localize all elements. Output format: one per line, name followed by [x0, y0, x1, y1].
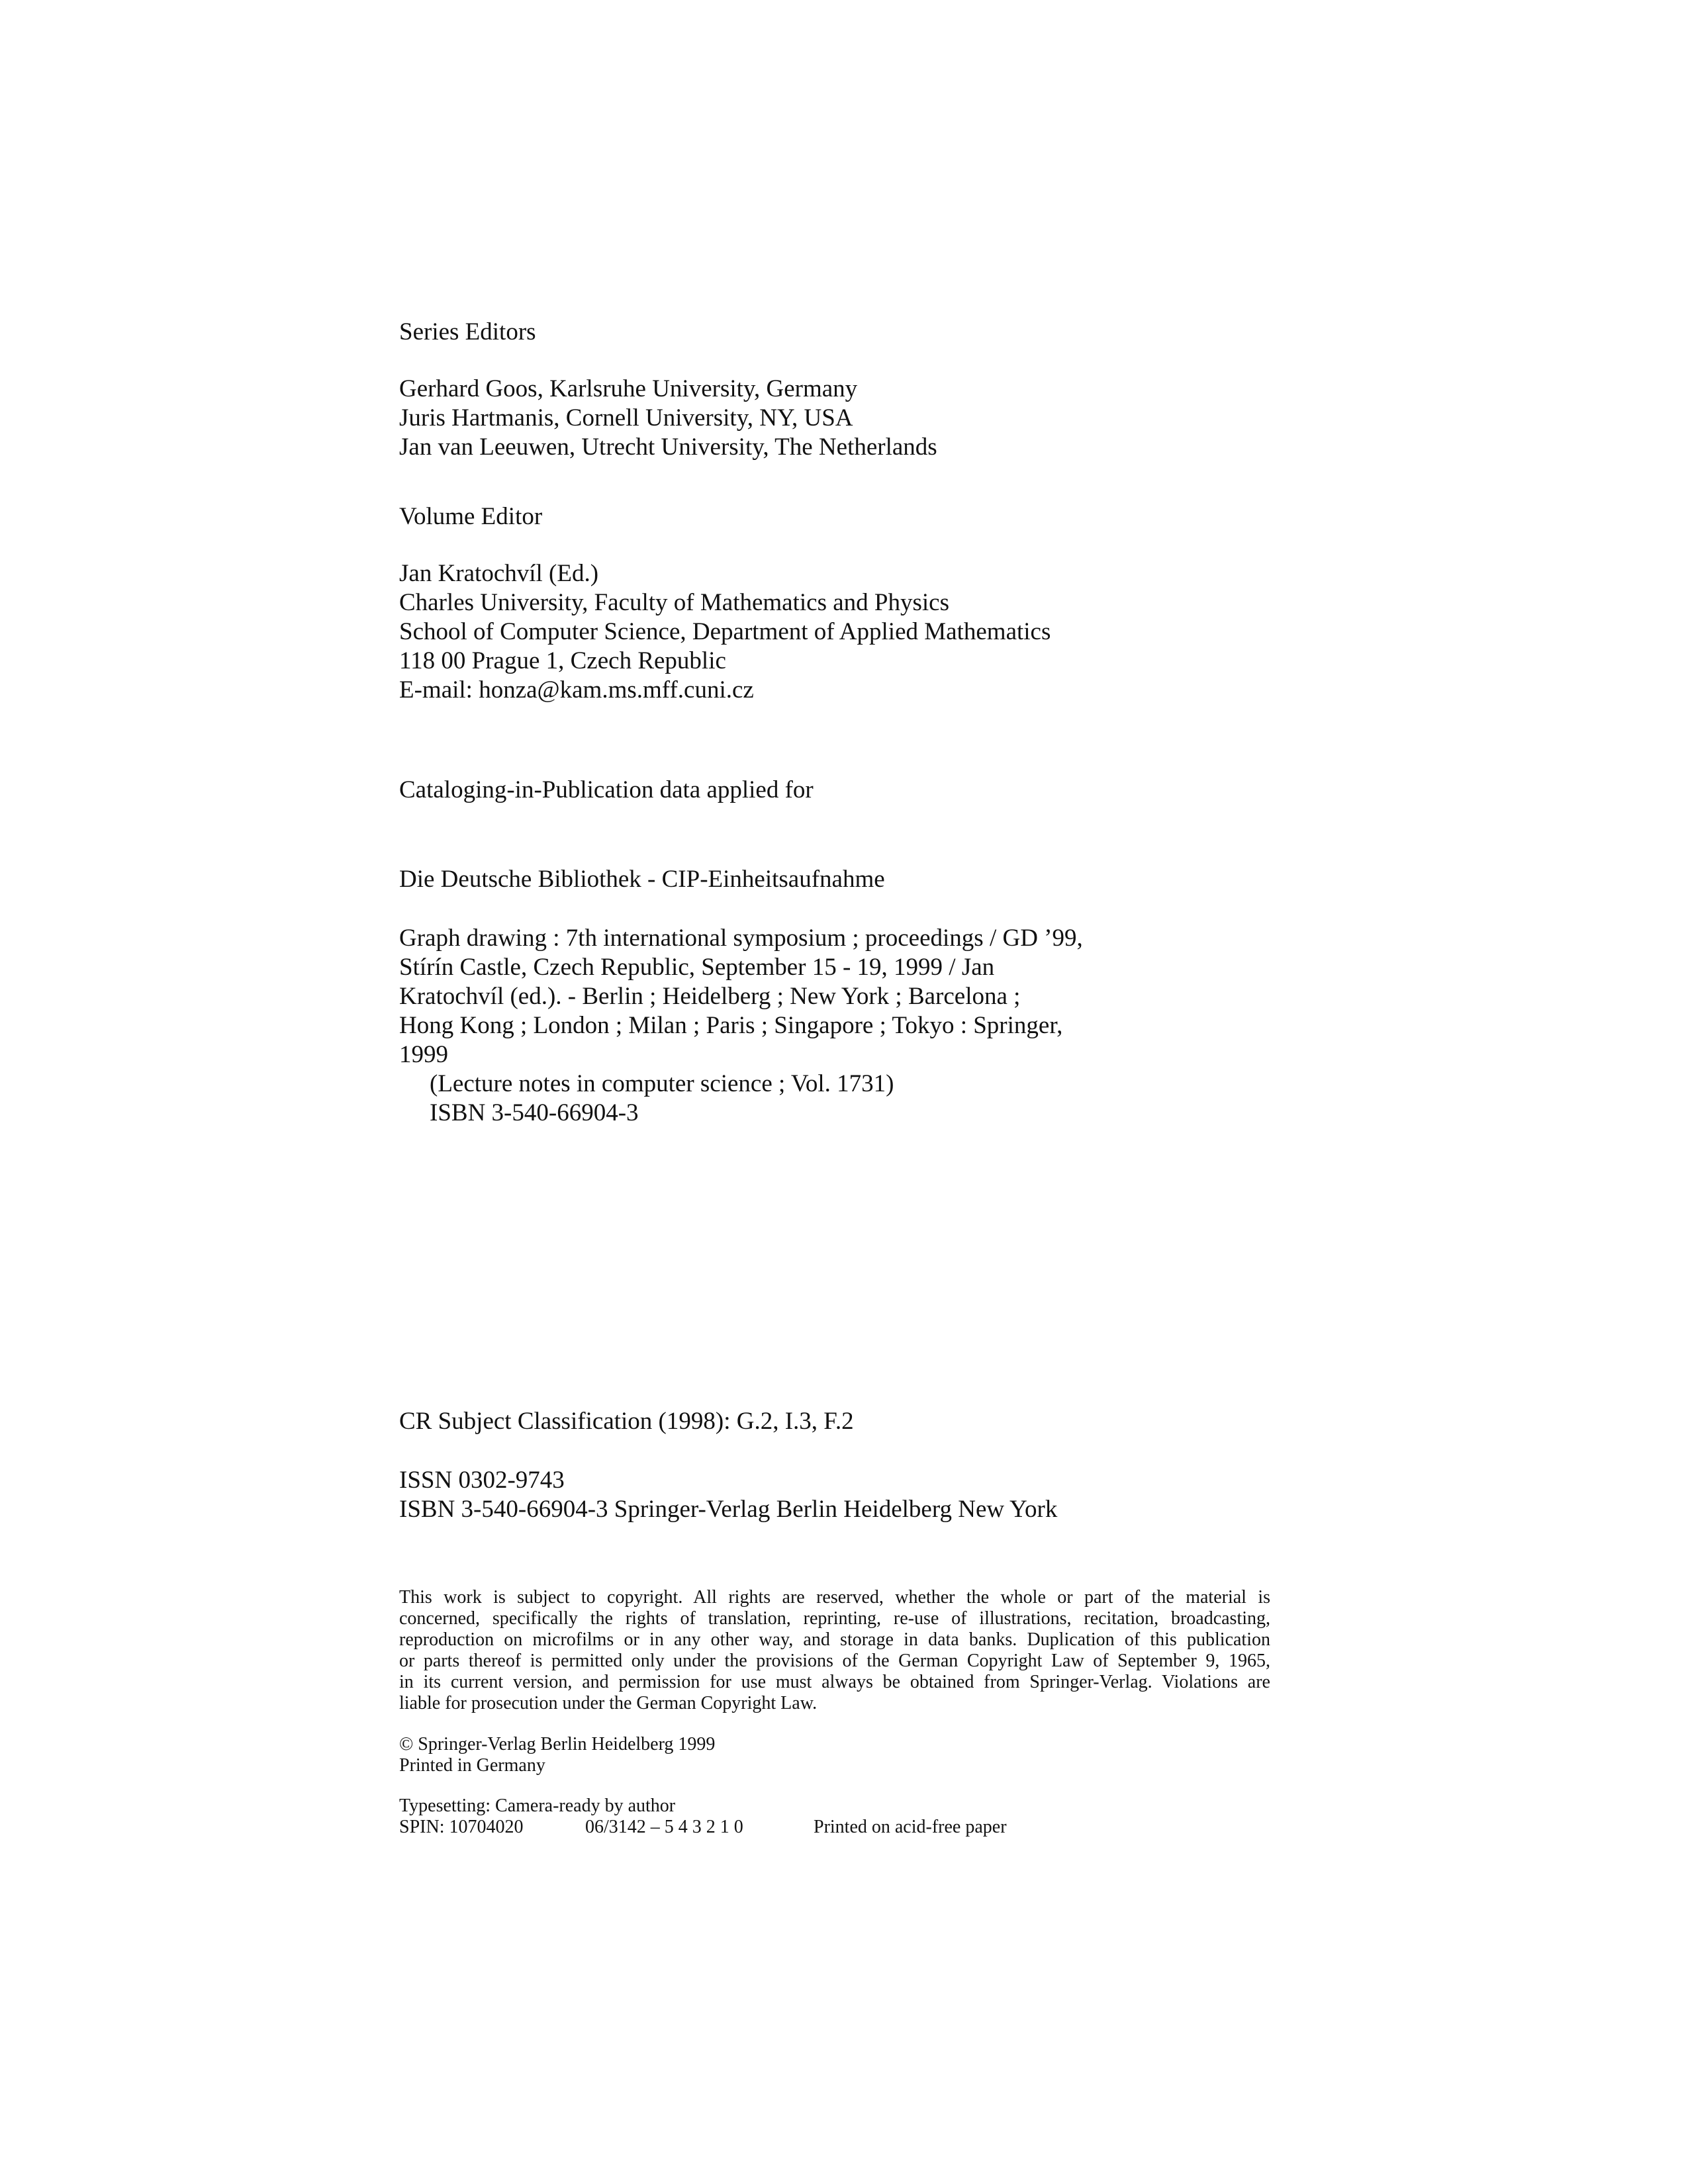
volume-editor-line: 118 00 Prague 1, Czech Republic: [399, 647, 726, 674]
issn: ISSN 0302-9743: [399, 1467, 565, 1494]
cip-record-line: Kratochvíl (ed.). - Berlin ; Heidelberg ; New York ; Barcelona ;: [399, 983, 1021, 1010]
cip-note: Cataloging-in-Publication data applied for: [399, 776, 814, 803]
copyright-notice: [399, 1587, 1270, 1714]
cip-record-line: Graph drawing : 7th international symposium ; proceedings / GD ’99,: [399, 925, 1083, 952]
typesetting-block: [399, 1796, 1007, 1838]
series-editors-list: [399, 375, 937, 462]
copyright-notice-line: reproduction on microfilms or in any other way, and storage in data banks. Duplication of this publication: [399, 1629, 1270, 1650]
copyright-notice-line: liable for prosecution under the German Copyright Law.: [399, 1693, 818, 1713]
volume-editor-line: Jan Kratochvíl (Ed.): [399, 560, 599, 587]
spin-number: SPIN: 10704020: [399, 1817, 524, 1837]
series-editors-heading: Series Editors: [399, 318, 536, 345]
volume-editor-line: School of Computer Science, Department of Applied Mathematics: [399, 618, 1051, 645]
volume-editor-heading: Volume Editor: [399, 503, 543, 530]
series-editor-line: Jan van Leeuwen, Utrecht University, The Netherlands: [399, 433, 937, 461]
printed-in: Printed in Germany: [399, 1755, 545, 1776]
copyright-notice-line: or parts thereof is permitted only under the provisions of the German Copyright Law of September 9, 1965,: [399, 1651, 1270, 1671]
copyright-block: [399, 1734, 715, 1776]
cr-classification: CR Subject Classification (1998): G.2, I.3, F.2: [399, 1408, 854, 1435]
series-editor-line: Juris Hartmanis, Cornell University, NY, USA: [399, 404, 853, 432]
issn-isbn-block: [399, 1466, 1057, 1524]
cip-series-note: (Lecture notes in computer science ; Vol. 1731): [430, 1070, 894, 1097]
cip-record-line: 1999: [399, 1041, 448, 1068]
paper-note: Printed on acid-free paper: [814, 1817, 1007, 1837]
cip-record-line: Hong Kong ; London ; Milan ; Paris ; Singapore ; Tokyo : Springer,: [399, 1012, 1063, 1039]
cip-isbn: ISBN 3-540-66904-3: [430, 1099, 639, 1126]
dnb-heading: Die Deutsche Bibliothek - CIP-Einheitsaufnahme: [399, 866, 885, 893]
copyright-notice-line: This work is subject to copyright. All rights are reserved, whether the whole or part of the material is: [399, 1587, 1270, 1608]
volume-editor-email: E-mail: honza@kam.ms.mff.cuni.cz: [399, 676, 754, 704]
series-editor-line: Gerhard Goos, Karlsruhe University, Germany: [399, 375, 858, 402]
typesetting-note: Typesetting: Camera-ready by author: [399, 1796, 676, 1816]
cip-record-line: Stírín Castle, Czech Republic, September 15 - 19, 1999 / Jan: [399, 954, 995, 981]
print-code: 06/3142 – 5 4 3 2 1 0: [585, 1817, 743, 1837]
copyright-line: © Springer-Verlag Berlin Heidelberg 1999: [399, 1734, 716, 1754]
copyright-notice-line: in its current version, and permission for use must always be obtained from Springer-Verlag. Violations are: [399, 1672, 1270, 1692]
copyright-notice-line: concerned, specifically the rights of translation, reprinting, re-use of illustrations, recitation, broadcasting,: [399, 1608, 1270, 1629]
volume-editor-line: Charles University, Faculty of Mathematics and Physics: [399, 589, 949, 616]
spin-row: [399, 1817, 1007, 1838]
isbn-full: ISBN 3-540-66904-3 Springer-Verlag Berlin Heidelberg New York: [399, 1496, 1058, 1523]
volume-editor-address: [399, 559, 1051, 705]
cip-record: [399, 924, 1083, 1128]
